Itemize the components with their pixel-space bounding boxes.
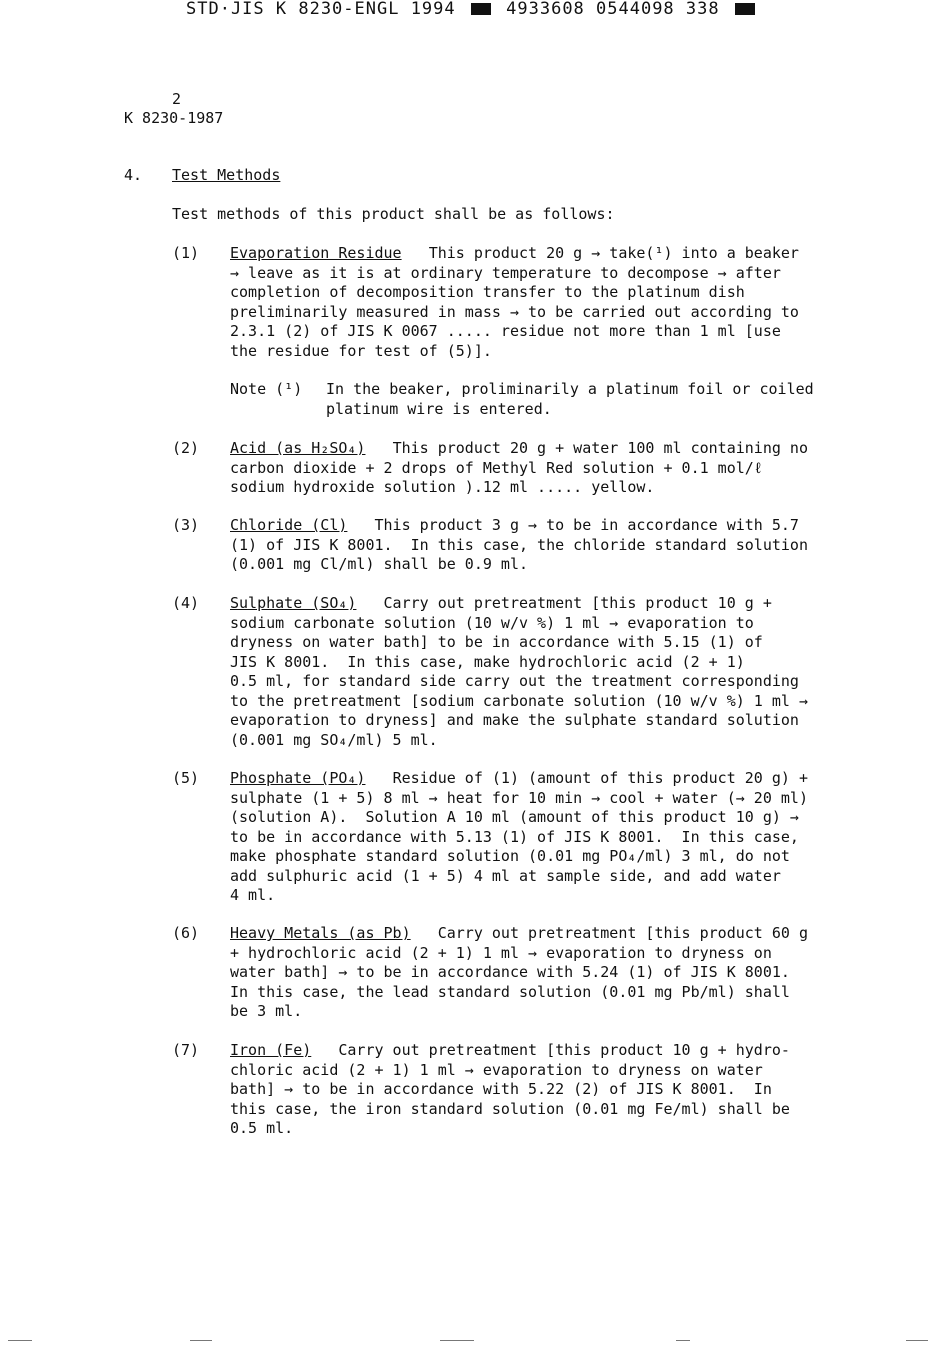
item-line: 2.3.1 (2) of JIS K 0067 ..... residue not more than 1 ml [use xyxy=(230,322,781,340)
item-line: completion of decomposition transfer to the platinum dish xyxy=(230,283,745,301)
standard-number: K 8230-1987 xyxy=(124,109,224,127)
test-item-7 xyxy=(172,1041,892,1139)
item-line: 0.5 ml. xyxy=(230,1119,294,1137)
test-item-6 xyxy=(172,924,892,1022)
item-line: (0.001 mg Cl/ml) shall be 0.9 ml. xyxy=(230,555,529,573)
note-label: Note (¹) xyxy=(230,380,303,398)
item-mark: (6) xyxy=(172,924,200,942)
test-item-5 xyxy=(172,769,892,906)
item-line: Carry out pretreatment [this product 60 g xyxy=(437,924,808,942)
section-number: 4. xyxy=(124,166,143,184)
item-line: (0.001 mg SO₄/ml) 5 ml. xyxy=(230,730,438,749)
item-line: Residue of (1) (amount of this product 20 g) + xyxy=(392,769,808,787)
header-standard-id: STD·JIS K 8230-ENGL 1994 xyxy=(186,0,456,19)
item-line: add sulphuric acid (1 + 5) 4 ml at sample side, and add water xyxy=(230,866,781,885)
note-line: platinum wire is entered. xyxy=(326,399,552,418)
item-mark: (2) xyxy=(172,439,200,457)
item-title: Sulphate (SO₄) xyxy=(230,594,357,612)
item-line: This product 20 g + water 100 ml containing no xyxy=(392,439,808,457)
test-item-3 xyxy=(172,516,892,575)
scan-speck xyxy=(676,1340,690,1341)
section-title: Test Methods xyxy=(172,166,281,184)
document-header-stamp xyxy=(186,0,759,22)
intro-text: Test methods of this product shall be as follows: xyxy=(172,205,615,223)
test-item-4 xyxy=(172,594,892,750)
item-line: sodium hydroxide solution ).12 ml ..... yellow. xyxy=(230,478,655,496)
scan-speck xyxy=(190,1340,212,1341)
item-line: to be in accordance with 5.13 (1) of JIS K 8001. In this case, xyxy=(230,827,799,846)
item-line: evaporation to dryness] and make the sulphate standard solution xyxy=(230,711,799,729)
item-line: JIS K 8001. In this case, make hydrochloric acid (2 + 1) xyxy=(230,652,745,671)
item-line: the residue for test of (5)]. xyxy=(230,341,492,360)
item-line: water bath] → to be in accordance with 5.24 (1) of JIS K 8001. xyxy=(230,963,790,981)
item-line: Carry out pretreatment [this product 10 g + hydro- xyxy=(338,1041,790,1059)
item-mark: (7) xyxy=(172,1041,200,1059)
item-title: Iron (Fe) xyxy=(230,1041,312,1059)
test-item-1 xyxy=(172,244,892,361)
scan-speck xyxy=(440,1340,474,1341)
footnote xyxy=(230,380,814,419)
note-line: In the beaker, proliminarily a platinum foil or coiled xyxy=(326,380,814,398)
item-line: this case, the iron standard solution (0.01 mg Fe/ml) shall be xyxy=(230,1099,790,1118)
item-line: sulphate (1 + 5) 8 ml → heat for 10 min → cool + water (→ 20 ml) xyxy=(230,788,808,807)
item-title: Chloride (Cl) xyxy=(230,516,348,534)
scan-speck xyxy=(906,1340,928,1341)
item-line: be 3 ml. xyxy=(230,1002,303,1020)
item-line: preliminarily measured in mass → to be carried out according to xyxy=(230,302,799,321)
item-line: In this case, the lead standard solution (0.01 mg Pb/ml) shall xyxy=(230,982,790,1001)
page-number: 2 xyxy=(172,90,182,108)
item-line: 4 ml. xyxy=(230,886,276,904)
scan-speck xyxy=(8,1340,32,1341)
item-line: sodium carbonate solution (10 w/v %) 1 ml → evaporation to xyxy=(230,613,754,632)
item-line: This product 3 g → to be in accordance with 5.7 xyxy=(374,516,799,534)
item-line: → leave as it is at ordinary temperature to decompose → after xyxy=(230,263,781,282)
test-item-2 xyxy=(172,439,892,498)
item-line: + hydrochloric acid (2 + 1) 1 ml → evaporation to dryness on xyxy=(230,943,772,962)
item-title: Phosphate (PO₄) xyxy=(230,769,366,787)
item-mark: (1) xyxy=(172,244,200,262)
item-line: (solution A). Solution A 10 ml (amount of this product 10 g) → xyxy=(230,808,799,826)
item-line: dryness on water bath] to be in accordance with 5.15 (1) of xyxy=(230,633,763,651)
item-mark: (3) xyxy=(172,516,200,534)
header-black-block-end xyxy=(735,3,755,15)
item-line: make phosphate standard solution (0.01 mg PO₄/ml) 3 ml, do not xyxy=(230,847,790,865)
item-line: chloric acid (2 + 1) 1 ml → evaporation to dryness on water xyxy=(230,1060,763,1079)
header-black-block xyxy=(471,3,491,15)
item-line: (1) of JIS K 8001. In this case, the chloride standard solution xyxy=(230,535,808,554)
item-line: Carry out pretreatment [this product 10 g + xyxy=(383,594,772,612)
item-mark: (5) xyxy=(172,769,200,787)
item-mark: (4) xyxy=(172,594,200,612)
item-line: bath] → to be in accordance with 5.22 (2) of JIS K 8001. In xyxy=(230,1080,772,1098)
item-line: 0.5 ml, for standard side carry out the treatment corresponding xyxy=(230,672,799,690)
item-title: Heavy Metals (as Pb) xyxy=(230,924,411,942)
item-line: to the pretreatment [sodium carbonate solution (10 w/v %) 1 ml → xyxy=(230,691,808,710)
item-title: Evaporation Residue xyxy=(230,244,402,262)
item-line: carbon dioxide + 2 drops of Methyl Red solution + 0.1 mol/ℓ xyxy=(230,458,763,477)
item-line: This product 20 g → take(¹) into a beaker xyxy=(428,244,799,262)
item-title: Acid (as H₂SO₄) xyxy=(230,439,366,457)
header-serial: 4933608 0544098 338 xyxy=(506,0,720,19)
